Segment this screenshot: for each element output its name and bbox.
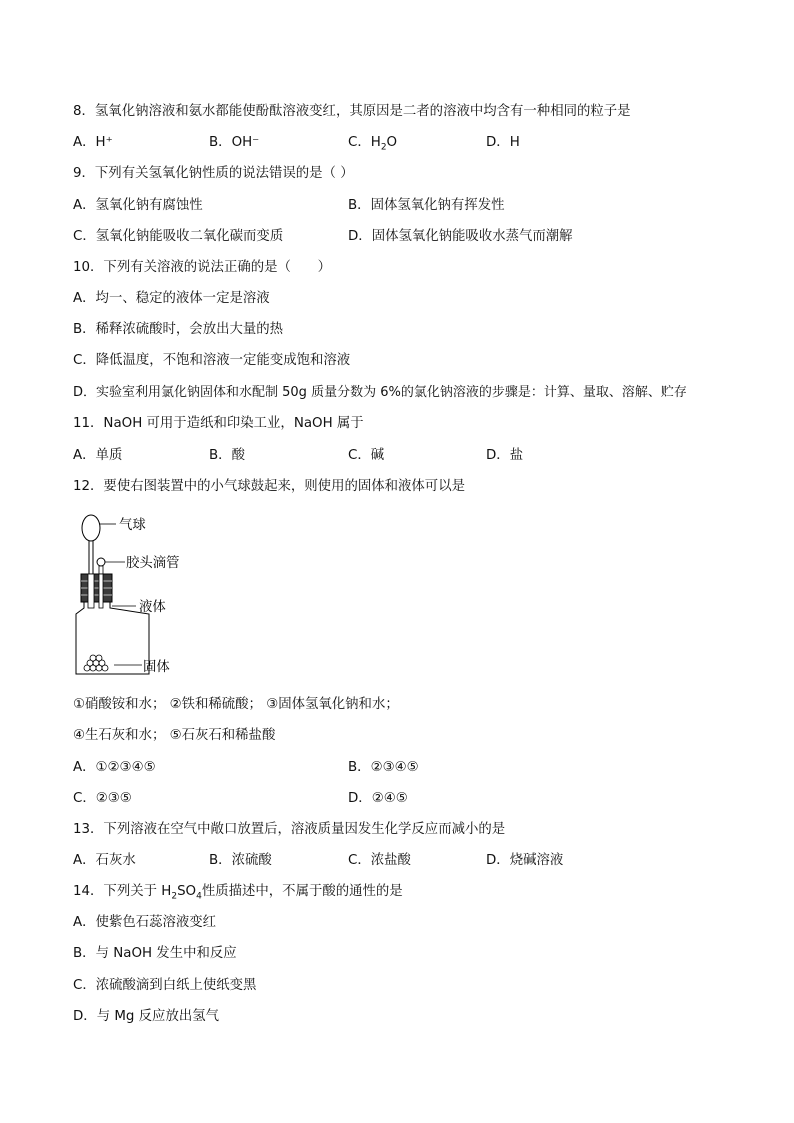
dropper-bulb xyxy=(97,558,105,566)
q10-option-b: B．稀释浓硫酸时，会放出大量的热 xyxy=(73,322,284,337)
q12-option-a: A．①②③④⑤ xyxy=(73,760,156,775)
q13-option-c: C．浓盐酸 xyxy=(348,853,411,868)
label-liquid: 液体 xyxy=(139,600,166,615)
q10-stem: 10．下列有关溶液的说法正确的是（ ） xyxy=(73,260,332,275)
q8-option-a: A．H⁺ xyxy=(73,135,113,150)
q13-option-d: D．烧碱溶液 xyxy=(486,853,564,868)
q13-option-b: B．浓硫酸 xyxy=(209,853,272,868)
q12-option-d: D．②④⑤ xyxy=(348,791,408,806)
q11-option-b: B．酸 xyxy=(209,448,245,463)
q10-option-a: A．均一、稳定的液体一定是溶液 xyxy=(73,291,270,306)
q10-option-c: C．降低温度，不饱和溶液一定能变成饱和溶液 xyxy=(73,353,351,368)
q9-option-a: A．氢氧化钠有腐蚀性 xyxy=(73,198,203,213)
q8-stem: 8．氢氧化钠溶液和氨水都能使酚酞溶液变红，其原因是二者的溶液中均含有一种相同的粒子是 xyxy=(73,104,631,119)
q14-stem: 14．下列关于 $H_2SO_4$性质描述中，不属于酸的通性的是 xyxy=(73,884,403,902)
q11-option-c: C．碱 xyxy=(348,448,385,463)
q11-stem: 11．NaOH 可用于造纸和印染工业，NaOH 属于 xyxy=(73,416,364,431)
q13-option-a: A．石灰水 xyxy=(73,853,136,868)
label-solid: 固体 xyxy=(143,660,170,675)
q12-list-1: ①硝酸铵和水； ②铁和稀硫酸； ③固体氢氧化钠和水； xyxy=(73,697,399,712)
q12-option-b: B．②③④⑤ xyxy=(348,760,419,775)
apparatus-diagram xyxy=(70,508,220,683)
solid-pile xyxy=(84,655,108,671)
label-dropper: 胶头滴管 xyxy=(126,556,180,571)
q14-option-d: D．与 Mg 反应放出氢气 xyxy=(73,1009,220,1024)
q11-option-a: A．单质 xyxy=(73,448,123,463)
q14-option-a: A．使紫色石蕊溶液变红 xyxy=(73,915,217,930)
q9-option-c: C．氢氧化钠能吸收二氧化碳而变质 xyxy=(73,229,284,244)
q9-option-b: B．固体氢氧化钠有挥发性 xyxy=(348,198,505,213)
q8-option-b: B．OH⁻ xyxy=(209,135,260,150)
q9-option-d: D．固体氢氧化钠能吸收水蒸气而潮解 xyxy=(348,229,573,244)
q9-stem: 9．下列有关氢氧化钠性质的说法错误的是（ ） xyxy=(73,166,354,181)
q12-list-2: ④生石灰和水； ⑤石灰石和稀盐酸 xyxy=(73,728,276,743)
q11-option-d: D．盐 xyxy=(486,448,524,463)
q12-stem: 12．要使右图装置中的小气球鼓起来，则使用的固体和液体可以是 xyxy=(73,479,465,494)
q13-stem: 13．下列溶液在空气中敞口放置后，溶液质量因发生化学反应而减小的是 xyxy=(73,822,506,837)
balloon-shape xyxy=(82,515,100,541)
q10-option-d: D．实验室利用氯化钠固体和水配制 50g 质量分数为 6%的氯化钠溶液的步骤是：计算、量取、溶解、贮存 xyxy=(73,385,687,400)
q14-option-b: B．与 NaOH 发生中和反应 xyxy=(73,946,237,961)
q8-option-d: D．H xyxy=(486,135,520,150)
dropper-tube xyxy=(99,566,103,574)
q14-option-c: C．浓硫酸滴到白纸上使纸变黑 xyxy=(73,978,257,993)
label-balloon: 气球 xyxy=(119,518,146,533)
q12-option-c: C．②③⑤ xyxy=(73,791,132,806)
q8-option-c: C．$H_2O$ xyxy=(348,135,398,153)
